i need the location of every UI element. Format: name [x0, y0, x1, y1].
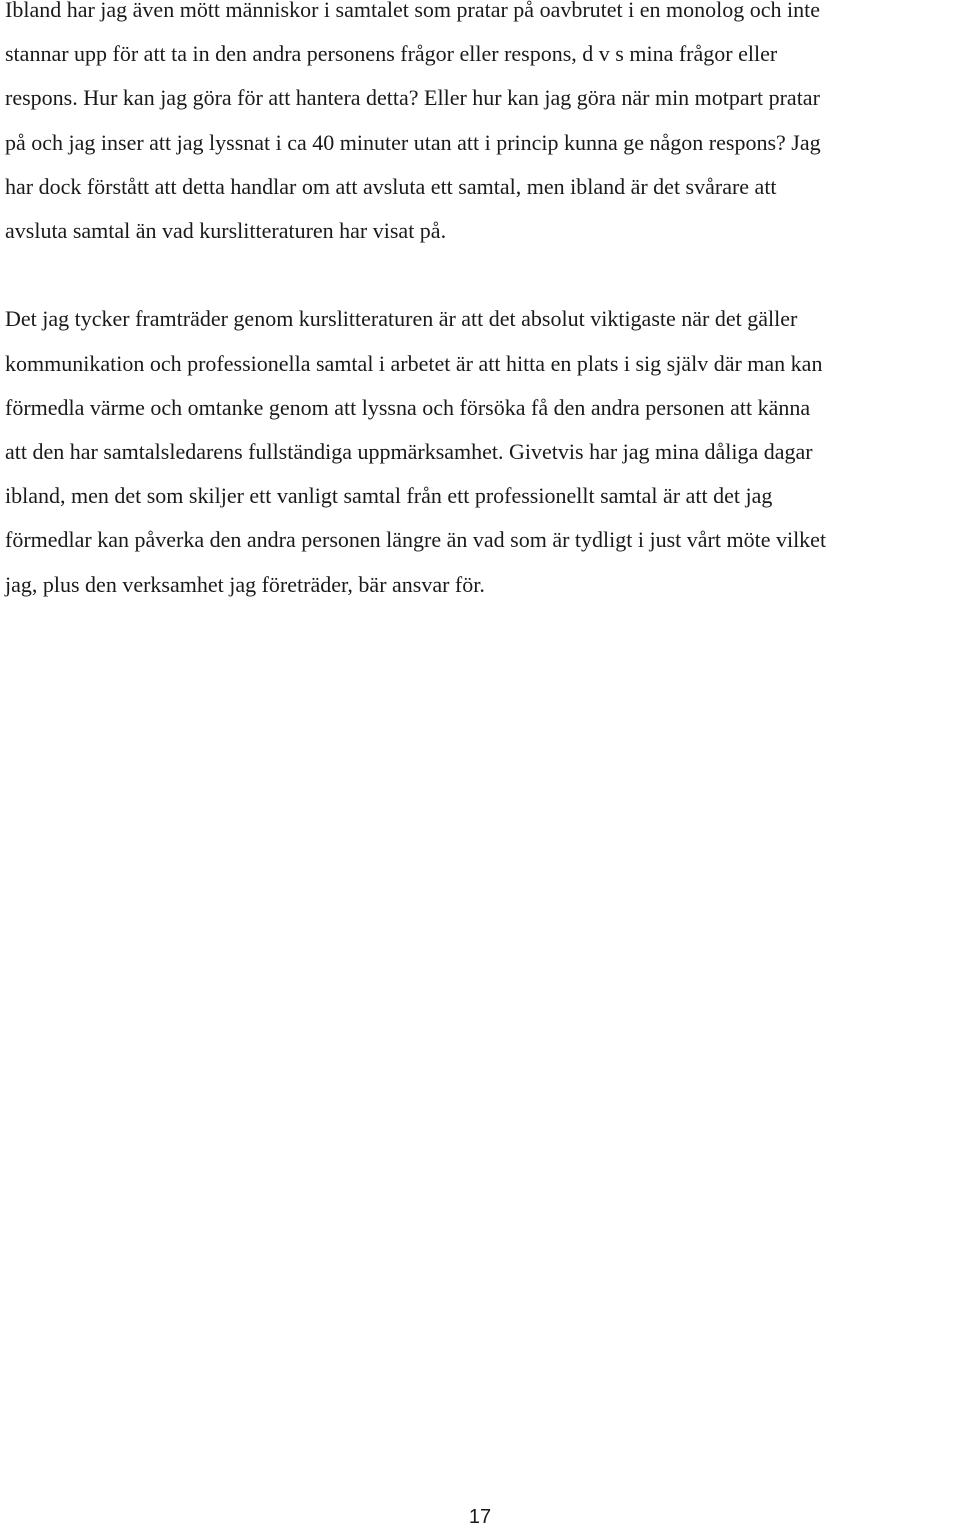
text-line: avsluta samtal än vad kurslitteraturen har visat på.	[5, 218, 447, 244]
page-number: 17	[468, 1506, 492, 1528]
paragraph-1	[5, 0, 960, 253]
text-line: på och jag inser att jag lyssnat i ca 40 minuter utan att i princip kunna ge någon respons? Jag	[5, 129, 821, 155]
text-line: ibland, men det som skiljer ett vanligt samtal från ett professionellt samtal är att det jag	[5, 483, 773, 509]
text-line: att den har samtalsledarens fullständiga uppmärksamhet. Givetvis har jag mina dåliga dagar	[5, 439, 813, 465]
text-line: har dock förstått att detta handlar om att avsluta ett samtal, men ibland är det svårare att	[5, 173, 777, 199]
text-line: Det jag tycker framträder genom kurslitteraturen är att det absolut viktigaste när det gäller	[5, 306, 798, 332]
text-line: respons. Hur kan jag göra för att hantera detta? Eller hur kan jag göra när min motpart pratar	[5, 85, 820, 111]
text-line: förmedla värme och omtanke genom att lyssna och försöka få den andra personen att känna	[5, 394, 811, 420]
text-line: förmedlar kan påverka den andra personen längre än vad som är tydligt i just vårt möte vilket	[5, 527, 827, 553]
text-line: kommunikation och professionella samtal i arbetet är att hitta en plats i sig själv där man kan	[5, 350, 823, 376]
paragraph-2	[5, 297, 960, 606]
text-line: Ibland har jag även mött människor i samtalet som pratar på oavbrutet i en monolog och inte	[5, 0, 820, 22]
text-line: jag, plus den verksamhet jag företräder, bär ansvar för.	[5, 571, 485, 597]
document-body	[5, 0, 960, 607]
text-line: stannar upp för att ta in den andra personens frågor eller respons, d v s mina frågor eller	[5, 41, 778, 67]
